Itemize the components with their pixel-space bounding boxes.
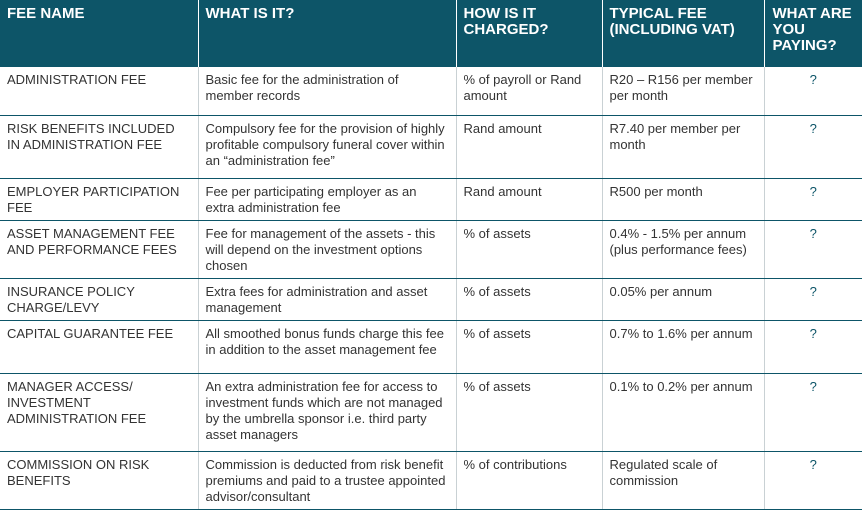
header-how-charged: HOW IS IT CHARGED? bbox=[456, 0, 602, 67]
table-row bbox=[0, 115, 862, 178]
fee-name-cell: RISK BENEFITS INCLUDED IN ADMINISTRATION FEE bbox=[0, 115, 198, 178]
typical-fee-cell: R7.40 per member per month bbox=[602, 115, 764, 178]
charge-method-cell: % of assets bbox=[456, 220, 602, 278]
fee-name-cell: COMMISSION ON RISK BENEFITS bbox=[0, 451, 198, 509]
typical-fee-cell: 0.4% - 1.5% per annum (plus performance fees) bbox=[602, 220, 764, 278]
description-cell: Compulsory fee for the provision of highly profitable compulsory funeral cover within an “administration fee” bbox=[198, 115, 456, 178]
typical-fee-cell: 0.05% per annum bbox=[602, 278, 764, 320]
charge-method-cell: % of assets bbox=[456, 320, 602, 373]
table-row bbox=[0, 67, 862, 115]
description-cell: Fee per participating employer as an extra administration fee bbox=[198, 178, 456, 220]
fee-name-cell: INSURANCE POLICY CHARGE/LEVY bbox=[0, 278, 198, 320]
typical-fee-cell: 0.7% to 1.6% per annum bbox=[602, 320, 764, 373]
header-fee-name: FEE NAME bbox=[0, 0, 198, 67]
fee-name-cell: ADMINISTRATION FEE bbox=[0, 67, 198, 115]
description-cell: Commission is deducted from risk benefit premiums and paid to a trustee appointed advisor/consultant bbox=[198, 451, 456, 509]
charge-method-cell: % of payroll or Rand amount bbox=[456, 67, 602, 115]
paying-cell: ? bbox=[764, 451, 862, 509]
paying-cell: ? bbox=[764, 67, 862, 115]
header-what-is-it: WHAT IS IT? bbox=[198, 0, 456, 67]
typical-fee-cell: Regulated scale of commission bbox=[602, 451, 764, 509]
paying-cell: ? bbox=[764, 320, 862, 373]
paying-cell: ? bbox=[764, 373, 862, 451]
typical-fee-cell: R20 – R156 per member per month bbox=[602, 67, 764, 115]
paying-cell: ? bbox=[764, 220, 862, 278]
fee-name-cell: EMPLOYER PARTICIPATION FEE bbox=[0, 178, 198, 220]
table-row bbox=[0, 320, 862, 373]
table-row bbox=[0, 451, 862, 509]
table-row bbox=[0, 278, 862, 320]
description-cell: All smoothed bonus funds charge this fee in addition to the asset management fee bbox=[198, 320, 456, 373]
fee-name-cell: MANAGER ACCESS/ INVESTMENT ADMINISTRATION FEE bbox=[0, 373, 198, 451]
table-row bbox=[0, 220, 862, 278]
description-cell: Fee for management of the assets - this will depend on the investment options chosen bbox=[198, 220, 456, 278]
charge-method-cell: % of assets bbox=[456, 278, 602, 320]
description-cell: Extra fees for administration and asset management bbox=[198, 278, 456, 320]
charge-method-cell: % of assets bbox=[456, 373, 602, 451]
header-typical-fee: TYPICAL FEE (INCLUDING VAT) bbox=[602, 0, 764, 67]
fee-name-cell: ASSET MANAGEMENT FEE AND PERFORMANCE FEES bbox=[0, 220, 198, 278]
table-row bbox=[0, 178, 862, 220]
charge-method-cell: Rand amount bbox=[456, 115, 602, 178]
paying-cell: ? bbox=[764, 115, 862, 178]
typical-fee-cell: 0.1% to 0.2% per annum bbox=[602, 373, 764, 451]
header-row bbox=[0, 0, 862, 67]
description-cell: Basic fee for the administration of member records bbox=[198, 67, 456, 115]
description-cell: An extra administration fee for access to investment funds which are not managed by the umbrella sponsor i.e. third party asset managers bbox=[198, 373, 456, 451]
charge-method-cell: Rand amount bbox=[456, 178, 602, 220]
header-what-paying: WHAT ARE YOU PAYING? bbox=[764, 0, 862, 67]
charge-method-cell: % of contributions bbox=[456, 451, 602, 509]
paying-cell: ? bbox=[764, 278, 862, 320]
table-row bbox=[0, 373, 862, 451]
fee-name-cell: CAPITAL GUARANTEE FEE bbox=[0, 320, 198, 373]
typical-fee-cell: R500 per month bbox=[602, 178, 764, 220]
paying-cell: ? bbox=[764, 178, 862, 220]
